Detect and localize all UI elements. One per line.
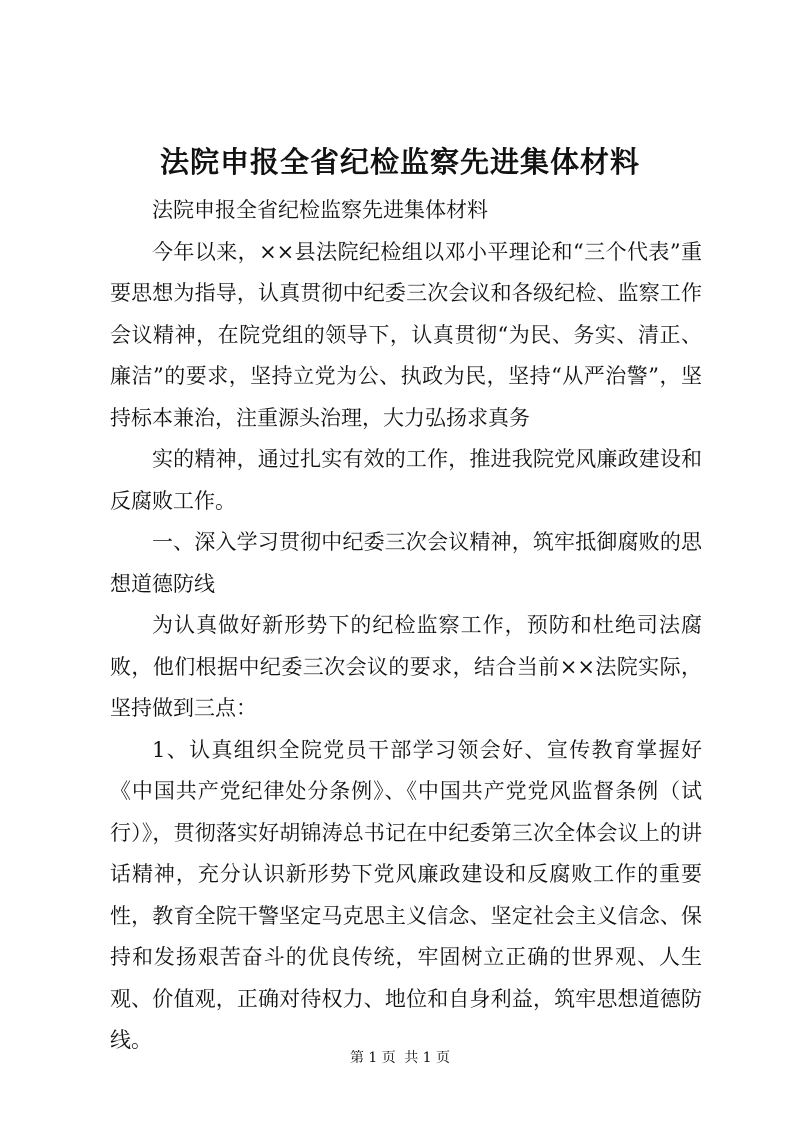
document-body	[110, 190, 702, 1062]
paragraph-section-1: 为认真做好新形势下的纪检监察工作，预防和杜绝司法腐败，他们根据中纪委三次会议的要求，结合当前××法院实际，坚持做到三点：	[110, 613, 702, 720]
section-heading-1: 一、深入学习贯彻中纪委三次会议精神，筑牢抵御腐败的思想道德防线	[110, 530, 702, 596]
page-footer	[0, 1048, 800, 1068]
page-number: 第 1 页	[349, 1050, 396, 1066]
page-title: 法院申报全省纪检监察先进集体材料	[159, 145, 640, 179]
paragraph-intro: 今年以来，××县法院纪检组以邓小平理论和“三个代表”重要思想为指导，认真贯彻中纪委三次会议和各级纪检、监察工作会议精神，在院党组的领导下，认真贯彻“为民、务实、清正、廉洁”的要求，坚持立党为公、执政为民，坚持“从严治警”，坚持标本兼治，注重源头治理，大力弘扬求真务	[110, 239, 702, 430]
paragraph-intro-continued: 实的精神，通过扎实有效的工作，推进我院党风廉政建设和反腐败工作。	[110, 447, 702, 513]
paragraph-subtitle: 法院申报全省纪检监察先进集体材料	[152, 198, 488, 222]
paragraph-item-1: 1、认真组织全院党员干部学习领会好、宣传教育掌握好《中国共产党纪律处分条例》、《中国共产党党风监督条例（试行）》，贯彻落实好胡锦涛总书记在中纪委第三次全体会议上的讲话精神，充分认识新形势下党风廉政建设和反腐败工作的重要性，教育全院干警坚定马克思主义信念、坚定社会主义信念、保持和发扬艰苦奋斗的优良传统，牢固树立正确的世界观、人生观、价值观，正确对待权力、地位和自身利益，筑牢思想道德防线。	[110, 737, 702, 1052]
page-total: 共 1 页	[404, 1050, 451, 1066]
